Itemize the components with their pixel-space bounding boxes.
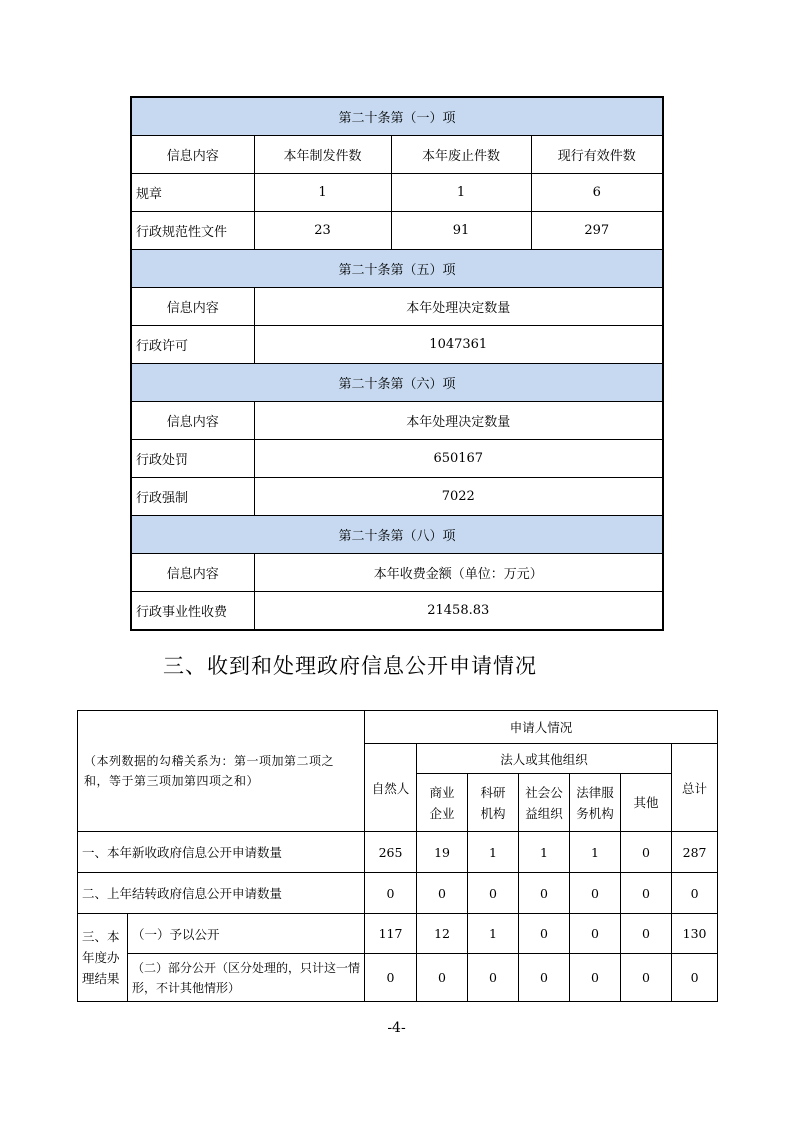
cell-value: 1 bbox=[468, 914, 519, 954]
cell-value: 650167 bbox=[254, 440, 663, 478]
cell-value: 0 bbox=[468, 954, 519, 1002]
total-header: 总计 bbox=[672, 744, 718, 832]
cell-value: 91 bbox=[391, 212, 531, 250]
cell-value: 1047361 bbox=[254, 326, 663, 364]
cell-value: 7022 bbox=[254, 478, 663, 516]
row-label: 行政处罚 bbox=[131, 440, 254, 478]
cell-value: 0 bbox=[365, 873, 417, 914]
natural-person-header: 自然人 bbox=[365, 744, 417, 832]
cell-value: 0 bbox=[468, 873, 519, 914]
column-header: 信息内容 bbox=[131, 136, 254, 174]
table-row bbox=[131, 174, 663, 212]
cell-value: 0 bbox=[672, 954, 718, 1002]
legal-col-header: 科研机构 bbox=[468, 774, 519, 832]
cell-value: 0 bbox=[417, 873, 468, 914]
cell-value: 117 bbox=[365, 914, 417, 954]
column-header: 本年制发件数 bbox=[254, 136, 391, 174]
cell-value: 0 bbox=[621, 914, 672, 954]
row-label: （一）予以公开 bbox=[128, 914, 365, 954]
table-row bbox=[131, 212, 663, 250]
section-header-row bbox=[131, 364, 663, 402]
applicant-header: 申请人情况 bbox=[365, 711, 718, 744]
cell-value: 1 bbox=[391, 174, 531, 212]
column-header: 本年废止件数 bbox=[391, 136, 531, 174]
row-label: 行政事业性收费 bbox=[131, 592, 254, 631]
legal-col-header: 法律服务机构 bbox=[570, 774, 621, 832]
table-row bbox=[78, 914, 718, 954]
cell-value: 1 bbox=[468, 832, 519, 873]
cell-value: 0 bbox=[519, 873, 570, 914]
cell-value: 0 bbox=[519, 954, 570, 1002]
cell-value: 0 bbox=[570, 873, 621, 914]
cell-value: 0 bbox=[621, 954, 672, 1002]
column-header: 信息内容 bbox=[131, 554, 254, 592]
cell-value: 0 bbox=[621, 832, 672, 873]
table-row bbox=[78, 832, 718, 873]
application-table bbox=[77, 710, 718, 1002]
row-label: 一、本年新收政府信息公开申请数量 bbox=[78, 832, 365, 873]
cell-value: 1 bbox=[519, 832, 570, 873]
column-header: 信息内容 bbox=[131, 288, 254, 326]
cell-value: 21458.83 bbox=[254, 592, 663, 631]
section-header-row bbox=[131, 97, 663, 136]
table-row bbox=[131, 592, 663, 631]
cell-value: 0 bbox=[570, 954, 621, 1002]
cell-value: 0 bbox=[672, 873, 718, 914]
cell-value: 0 bbox=[570, 914, 621, 954]
row-label: （二）部分公开（区分处理的，只计这一情形，不计其他情形） bbox=[128, 954, 365, 1002]
row-label: 规章 bbox=[131, 174, 254, 212]
row-label: 行政许可 bbox=[131, 326, 254, 364]
row-label: 二、上年结转政府信息公开申请数量 bbox=[78, 873, 365, 914]
section-heading: 三、收到和处理政府信息公开申请情况 bbox=[163, 654, 537, 678]
cell-value: 12 bbox=[417, 914, 468, 954]
row-label: 行政规范性文件 bbox=[131, 212, 254, 250]
section-title: 第二十条第（八）项 bbox=[131, 516, 663, 554]
column-header: 信息内容 bbox=[131, 402, 254, 440]
column-header: 本年收费金额（单位：万元） bbox=[254, 554, 663, 592]
cell-value: 23 bbox=[254, 212, 391, 250]
result-group-label: 三、本年度办理结果 bbox=[78, 914, 128, 1002]
section-title: 第二十条第（一）项 bbox=[131, 97, 663, 136]
cell-value: 0 bbox=[417, 954, 468, 1002]
table-row bbox=[78, 873, 718, 914]
cell-value: 0 bbox=[621, 873, 672, 914]
section-title: 第二十条第（五）项 bbox=[131, 250, 663, 288]
cell-value: 130 bbox=[672, 914, 718, 954]
column-header: 本年处理决定数量 bbox=[254, 288, 663, 326]
column-header-row bbox=[131, 402, 663, 440]
column-header: 现行有效件数 bbox=[531, 136, 663, 174]
table-note: （本列数据的勾稽关系为：第一项加第二项之和，等于第三项加第四项之和） bbox=[78, 711, 365, 832]
cell-value: 287 bbox=[672, 832, 718, 873]
column-header-row bbox=[131, 288, 663, 326]
column-header-row bbox=[131, 554, 663, 592]
cell-value: 297 bbox=[531, 212, 663, 250]
column-header-row bbox=[131, 136, 663, 174]
section-header-row bbox=[131, 250, 663, 288]
table-row bbox=[78, 954, 718, 1002]
table-row bbox=[131, 478, 663, 516]
row-label: 行政强制 bbox=[131, 478, 254, 516]
table-row bbox=[131, 440, 663, 478]
table-row bbox=[131, 326, 663, 364]
legal-col-header: 社会公益组织 bbox=[519, 774, 570, 832]
cell-value: 0 bbox=[519, 914, 570, 954]
header-row bbox=[78, 711, 718, 744]
legal-col-header: 其他 bbox=[621, 774, 672, 832]
cell-value: 19 bbox=[417, 832, 468, 873]
cell-value: 265 bbox=[365, 832, 417, 873]
cell-value: 1 bbox=[570, 832, 621, 873]
column-header: 本年处理决定数量 bbox=[254, 402, 663, 440]
statistics-table bbox=[130, 96, 664, 631]
cell-value: 1 bbox=[254, 174, 391, 212]
page-number: -4- bbox=[387, 1020, 406, 1036]
section-header-row bbox=[131, 516, 663, 554]
legal-col-header: 商业企业 bbox=[417, 774, 468, 832]
legal-group-header: 法人或其他组织 bbox=[417, 744, 672, 774]
cell-value: 6 bbox=[531, 174, 663, 212]
cell-value: 0 bbox=[365, 954, 417, 1002]
section-title: 第二十条第（六）项 bbox=[131, 364, 663, 402]
